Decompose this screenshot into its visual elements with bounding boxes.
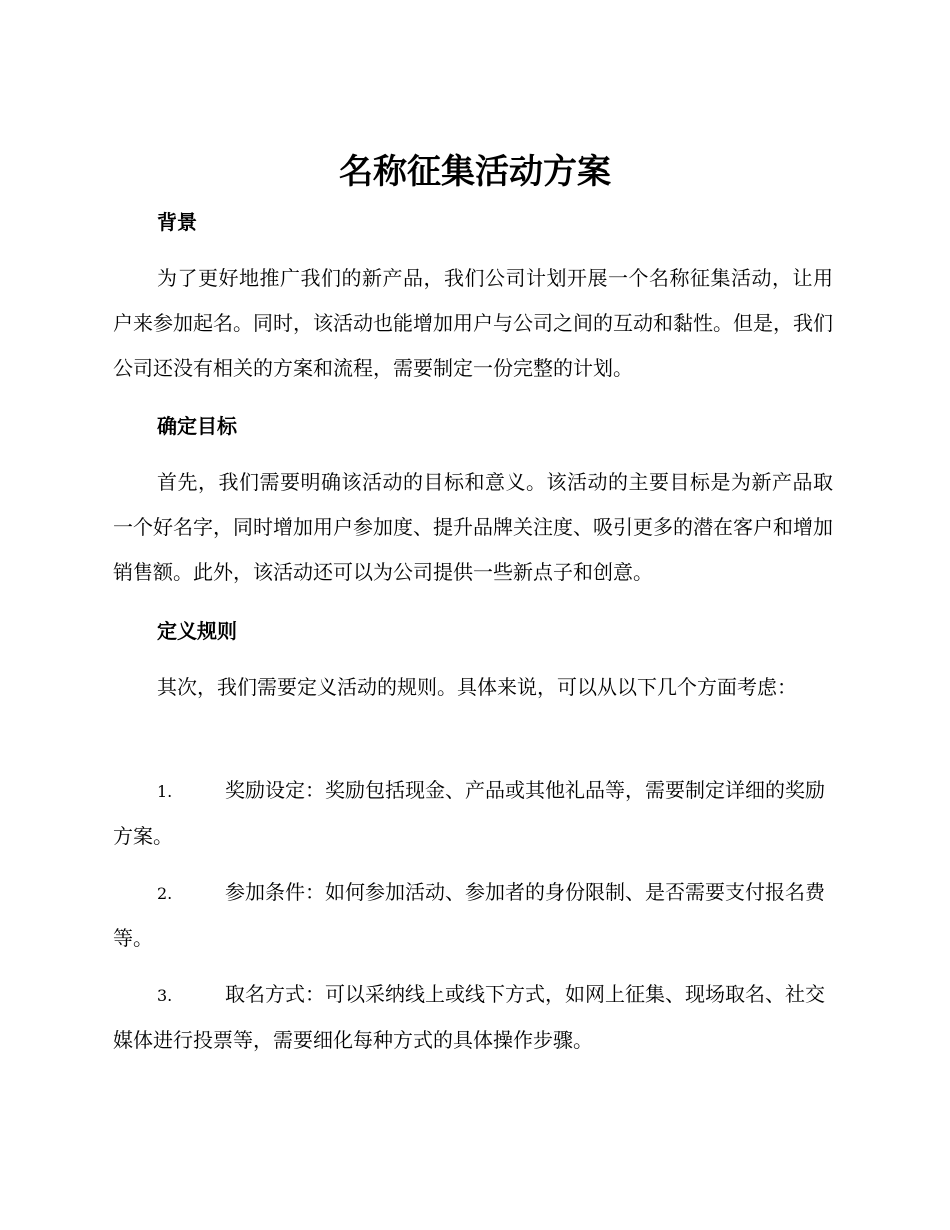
list-item-text: 奖励设定：奖励包括现金、产品或其他礼品等，需要制定详细的奖励方案。 bbox=[113, 778, 825, 848]
section-paragraph-background: 为了更好地推广我们的新产品，我们公司计划开展一个名称征集活动，让用户来参加起名。同时，该活动也能增加用户与公司之间的互动和黏性。但是，我们公司还没有相关的方案和流程，需要制定一份完整的计划。 bbox=[113, 266, 833, 380]
list-item bbox=[113, 870, 833, 961]
list-item-text: 参加条件：如何参加活动、参加者的身份限制、是否需要支付报名费等。 bbox=[113, 880, 825, 950]
section-heading-goals: 确定目标 bbox=[157, 414, 237, 438]
page-title: 名称征集活动方案 bbox=[339, 152, 611, 192]
list-item-number: 2. bbox=[157, 884, 173, 903]
list-item bbox=[113, 768, 833, 859]
section-heading-rules: 定义规则 bbox=[157, 619, 237, 643]
section-heading-background: 背景 bbox=[157, 210, 197, 234]
list-item-text: 取名方式：可以采纳线上或线下方式，如网上征集、现场取名、社交媒体进行投票等，需要细化每种方式的具体操作步骤。 bbox=[113, 982, 825, 1052]
list-item-number: 3. bbox=[157, 986, 173, 1005]
list-item-number: 1. bbox=[157, 782, 173, 801]
section-paragraph-rules: 其次，我们需要定义活动的规则。具体来说，可以从以下几个方面考虑： bbox=[157, 675, 797, 699]
list-item bbox=[113, 972, 833, 1063]
section-paragraph-goals: 首先，我们需要明确该活动的目标和意义。该活动的主要目标是为新产品取一个好名字，同时增加用户参加度、提升品牌关注度、吸引更多的潜在客户和增加销售额。此外，该活动还可以为公司提供一些新点子和创意。 bbox=[113, 470, 833, 584]
